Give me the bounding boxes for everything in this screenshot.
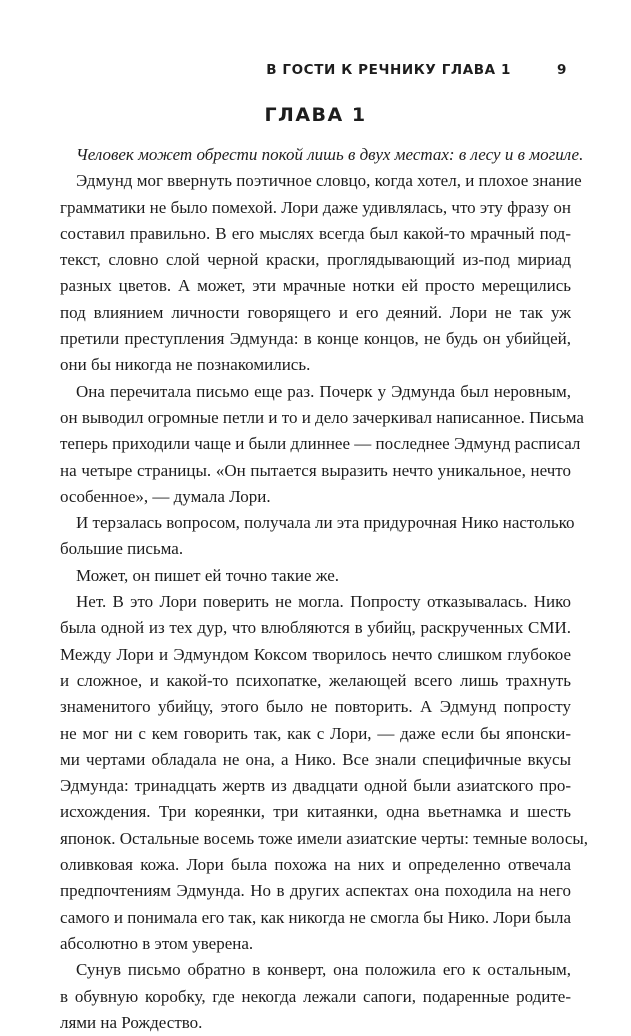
text-line: абсолютно в этом уверена. — [60, 933, 254, 953]
text-line: и сложное, и какой-то психопатке, желающей всего лишь трахнуть — [60, 670, 571, 690]
text-line: Эдмунда: тринадцать жертв из двадцати одной были азиатского про- — [60, 776, 571, 796]
text-line: он выводил огромные петли и то и дело зачеркивал написанное. Письма — [60, 407, 584, 427]
text-line: Между Лори и Эдмундом Коксом творилось нечто слишком глубокое — [60, 644, 571, 664]
paragraph — [60, 379, 584, 510]
text-line: Она перечитала письмо еще раз. Почерк у Эдмунда был неровным, — [76, 381, 571, 401]
text-line: теперь приходили чаще и были длиннее — последнее Эдмунд расписал — [60, 434, 581, 454]
text-line: Нет. В это Лори поверить не могла. Попросту отказывалась. Нико — [76, 592, 571, 612]
paragraph — [60, 957, 571, 1036]
paragraph — [60, 589, 589, 957]
text-line: в обувную коробку, где некогда лежали сапоги, подаренные родите- — [60, 986, 571, 1006]
text-line: под влиянием личности говорящего и его деяний. Лори не так уж — [60, 302, 571, 322]
text-line: грамматики не было помехой. Лори даже удивлялась, что эту фразу он — [60, 197, 571, 217]
text-line: на четыре страницы. «Он пытается выразить нечто уникальное, нечто — [60, 460, 571, 480]
text-line: текст, словно слой черной краски, проглядывающий из-под мириад — [60, 250, 571, 270]
text-line: большие письма. — [60, 539, 184, 559]
text-line: претили преступления Эдмунда: в конце концов, не будь он убийцей, — [60, 329, 571, 349]
chapter-title: ГЛАВА 1 — [264, 104, 367, 126]
text-line: Эдмунд мог ввернуть поэтичное словцо, когда хотел, и плохое знание — [76, 171, 582, 191]
text-line: составил правильно. В его мыслях всегда был какой-то мрачный под- — [60, 223, 571, 243]
text-line: разных цветов. А может, эти мрачные нотки ей просто мерещились — [60, 276, 571, 296]
text-line: оливковая кожа. Лори была похожа на них и определенно отвечала — [60, 855, 571, 875]
text-line: они бы никогда не познакомились. — [60, 355, 311, 375]
text-line: самого и понимала его так, как никогда не смогла бы Нико. Лори была — [60, 907, 571, 927]
text-line: И терзалась вопросом, получала ли эта придурочная Нико настолько — [76, 513, 575, 533]
text-line: была одной из тех дур, что влюбляются в убийц, раскрученных СМИ. — [60, 618, 571, 638]
paragraph — [60, 510, 575, 563]
text-line: не мог ни с кем говорить так, как с Лори, — даже если бы японски- — [60, 723, 571, 743]
text-line: предпочтениям Эдмунда. Но в других аспектах она походила на него — [60, 881, 571, 901]
text-line: исхождения. Три кореянки, три китаянки, одна вьетнамка и шесть — [60, 802, 571, 822]
text-line: Может, он пишет ей точно такие же. — [76, 565, 340, 585]
text-line: знаменитого убийцу, этого было не повторить. А Эдмунд попросту — [60, 697, 571, 717]
epigraph: Человек может обрести покой лишь в двух местах: в лесу и в могиле. — [76, 145, 584, 164]
page-number: 9 — [557, 62, 567, 78]
text-line: ми чертами обладала не она, а Нико. Все знали специфичные вкусы — [60, 749, 571, 769]
text-line: лями на Рождество. — [60, 1012, 203, 1032]
paragraph — [60, 168, 582, 378]
running-head-title: В ГОСТИ К РЕЧНИКУ ГЛАВА 1 — [266, 62, 511, 78]
running-head — [60, 62, 571, 84]
paragraph — [60, 563, 571, 589]
text-line: Сунув письмо обратно в конверт, она положила его к остальным, — [76, 960, 571, 980]
paragraphs — [60, 168, 589, 1036]
text-line: особенное», — думала Лори. — [60, 486, 271, 506]
text-line: японок. Остальные восемь тоже имели азиатские черты: темные волосы, — [60, 828, 589, 848]
text-body — [60, 142, 589, 1036]
